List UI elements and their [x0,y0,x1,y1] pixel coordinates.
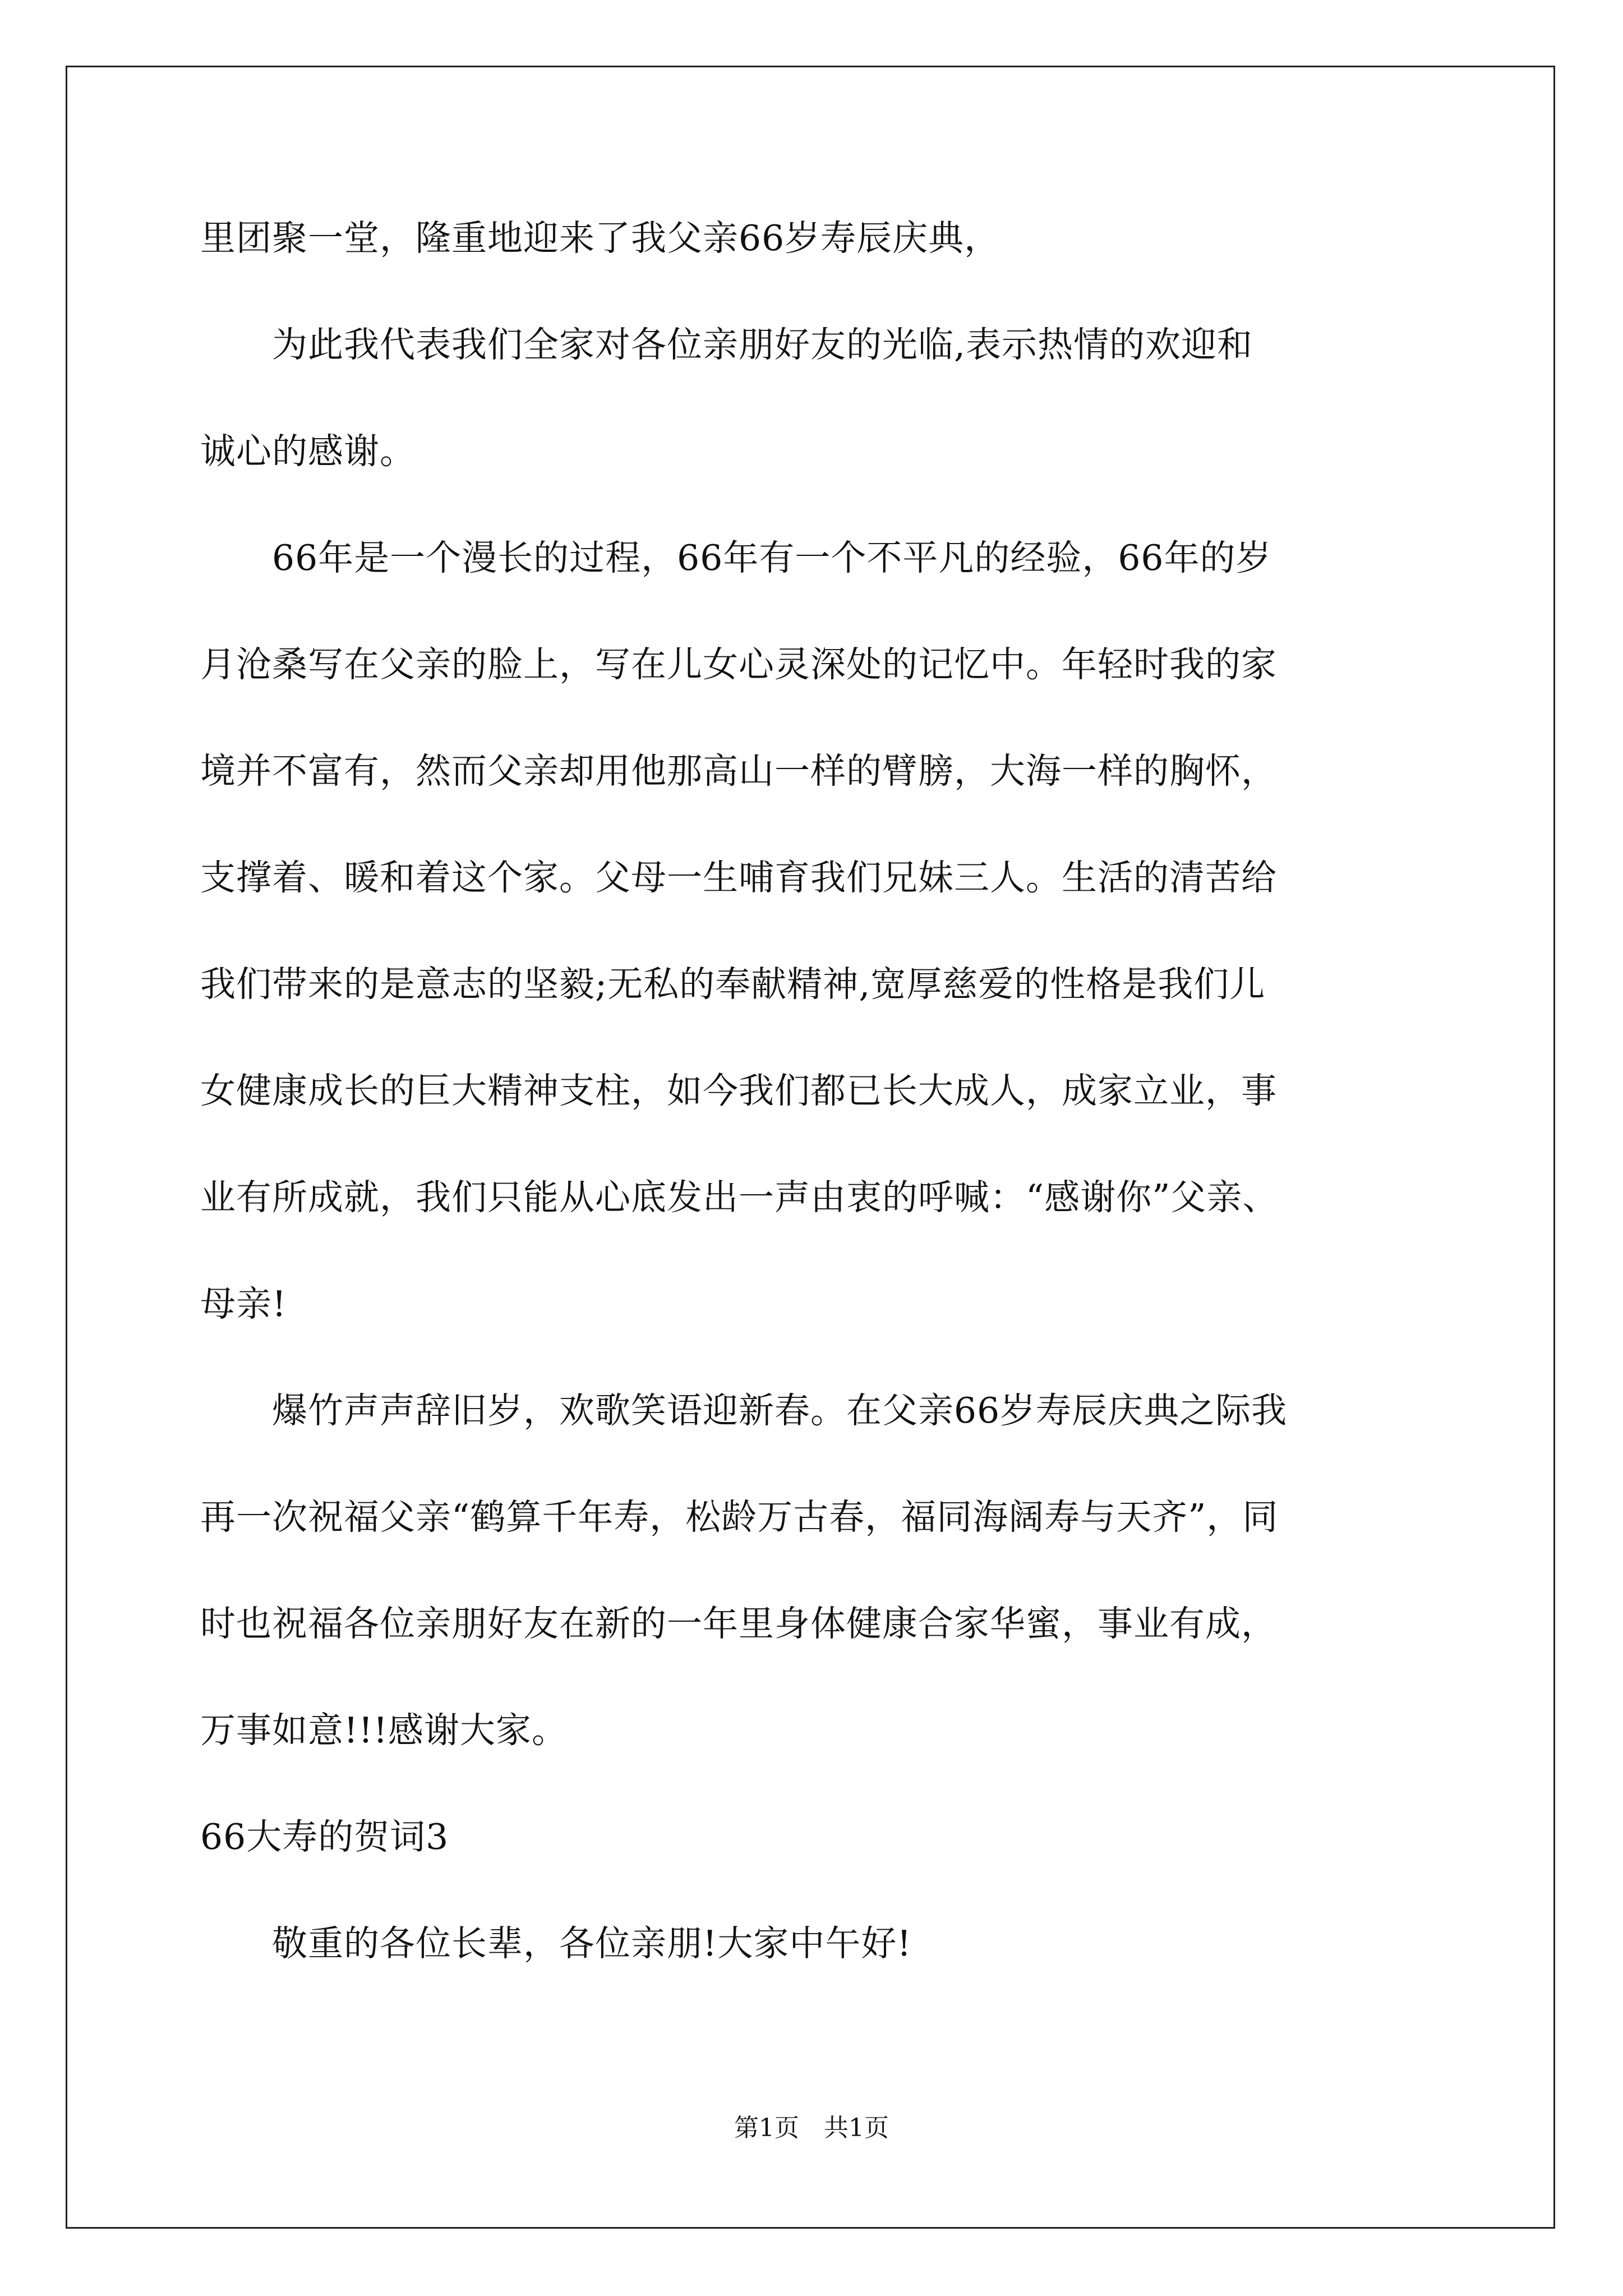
text-line: 万事如意!!!感谢大家。 [200,1710,568,1751]
text-line: 月沧桑写在父亲的脸上，写在儿女心灵深处的记忆中。年轻时我的家 [200,644,1277,685]
text-line: 母亲! [200,1283,287,1324]
text-line: 66年是一个漫长的过程，66年有一个不平凡的经验，66年的岁 [200,537,1272,578]
text-line: 支撑着、暖和着这个家。父母一生哺育我们兄妹三人。生活的清苦给 [200,857,1277,898]
text-line: 再一次祝福父亲“鹤算千年寿，松龄万古春，福同海阔寿与天齐”，同 [200,1497,1279,1538]
text-line: 业有所成就，我们只能从心底发出一声由衷的呼喊：“感谢你”父亲、 [200,1177,1279,1218]
text-line: 里团聚一堂，隆重地迎来了我父亲66岁寿辰庆典， [200,218,1000,259]
page-footer: 第1页 共1页 [734,2114,889,2142]
text-line: 时也祝福各位亲朋好友在新的一年里身体健康合家华蜜，事业有成， [200,1603,1277,1644]
text-line: 为此我代表我们全家对各位亲朋好友的光临,表示热情的欢迎和 [200,324,1253,365]
page-border [66,66,1555,2229]
text-line: 爆竹声声辞旧岁，欢歌笑语迎新春。在父亲66岁寿辰庆典之际我 [200,1390,1288,1431]
text-line: 我们带来的是意志的坚毅;无私的奉献精神,宽厚慈爱的性格是我们儿 [200,964,1266,1005]
text-line: 境并不富有，然而父亲却用他那高山一样的臂膀，大海一样的胸怀， [200,751,1277,792]
section-heading: 66大寿的贺词3 [200,1816,449,1857]
text-line: 诚心的感谢。 [200,431,416,472]
text-line: 敬重的各位长辈，各位亲朋!大家中午好! [200,1923,912,1964]
text-line: 女健康成长的巨大精神支柱，如今我们都已长大成人，成家立业，事 [200,1070,1277,1111]
